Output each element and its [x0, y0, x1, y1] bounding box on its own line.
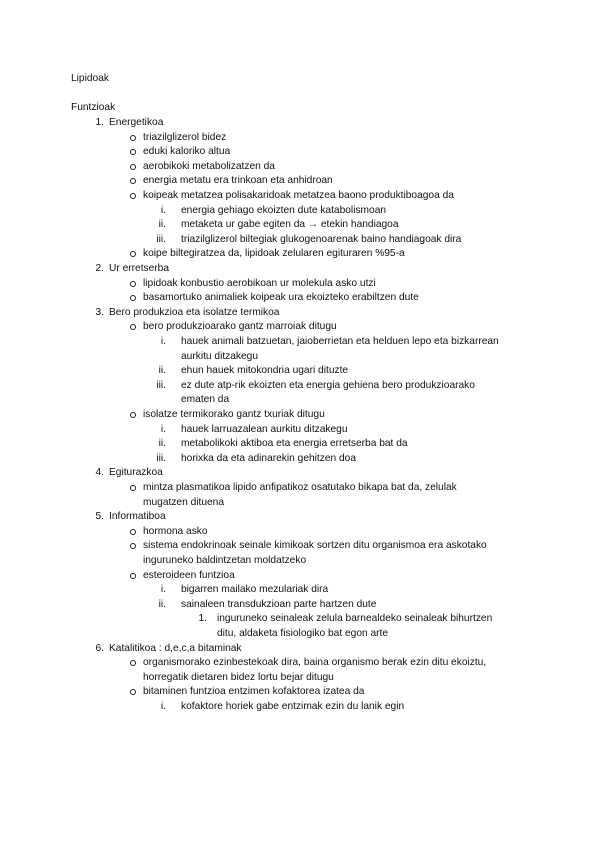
sub-item: horixka da eta adinarekin gehitzen doa: [181, 452, 357, 464]
bullet-circle-icon: [130, 193, 136, 199]
sub-item: ematen da: [181, 394, 230, 406]
bullet-item: bero produkzioarako gantz marroiak ditugu: [143, 321, 337, 333]
bullet-circle-icon: [130, 164, 136, 170]
bullet-item: mintza plasmatikoa lipido anfipatikoz osatutako bikapa bat da, zelulak: [143, 482, 457, 493]
list-number: 2.: [95, 263, 104, 274]
document-title: Lipidoak: [71, 73, 109, 84]
list-item: Energetikoa: [109, 117, 164, 128]
bullet-circle-icon: [130, 543, 136, 549]
bullet-circle-icon: [130, 281, 136, 287]
roman-marker: ii.: [158, 365, 166, 377]
sub-item: metaketa ur gabe egiten da → etekin handiagoa: [181, 219, 399, 231]
list-number: 1.: [95, 117, 104, 128]
bullet-item: aerobikoki metabolizatzen da: [143, 160, 275, 172]
sub-item: sainaleen transdukzioan parte hartzen dute: [181, 598, 377, 610]
sub-item: metabolikoki aktiboa eta energia erretserba bat da: [181, 438, 408, 450]
bullet-item: hormona asko: [143, 525, 208, 537]
bullet-circle-icon: [130, 412, 136, 418]
sub-item: hauek animali batzuetan, jaioberrietan eta helduen lepo eta bizkarrean: [181, 336, 499, 347]
sub-item: aurkitu ditzakegu: [181, 350, 259, 362]
bullet-item: mugatzen dituena: [143, 496, 224, 508]
sub-item: triazilglizerol biltegiak glukogenoarenak baino handiagoak dira: [181, 233, 462, 245]
sub-item: hauek larruazalean aurkitu ditzakegu: [181, 423, 348, 435]
bullet-item: bitaminen funtzioa entzimen kofaktorea izatea da: [143, 686, 365, 698]
bullet-circle-icon: [130, 485, 136, 491]
list-item: Katalitikoa : d,e,c,a bitaminak: [109, 642, 242, 654]
bullet-item: energia metatu era trinkoan eta anhidroan: [143, 175, 333, 187]
roman-marker: ii.: [158, 438, 166, 450]
bullet-circle-icon: [130, 660, 136, 666]
bullet-item: isolatze termikorako gantz txuriak ditugu: [143, 409, 325, 420]
bullet-circle-icon: [130, 324, 136, 330]
bullet-circle-icon: [130, 689, 136, 695]
bullet-circle-icon: [130, 295, 136, 301]
sub-item: ez dute atp-rik ekoizten eta energia gehiena bero produkzioarako: [181, 379, 475, 391]
sub-sub-item: ditu, aldaketa fisiologiko bat egon arte: [217, 628, 389, 639]
bullet-circle-icon: [130, 135, 136, 141]
roman-marker: ii.: [158, 219, 166, 231]
roman-marker: i.: [160, 336, 166, 347]
bullet-circle-icon: [130, 529, 136, 535]
sub-item: energia gehiago ekoizten dute katabolismoan: [181, 204, 387, 216]
sub-item: kofaktore horiek gabe entzimak ezin du lanik egin: [181, 701, 405, 712]
sub-sub-item: inguruneko seinaleak zelula barnealdeko seinaleak bihurtzen: [217, 613, 493, 625]
roman-marker: i.: [160, 584, 166, 596]
roman-marker: i.: [160, 423, 166, 435]
list-number: 4.: [95, 467, 104, 479]
bullet-item: eduki kaloriko altua: [143, 146, 231, 158]
roman-marker: iii.: [156, 233, 166, 245]
list-item: Egiturazkoa: [109, 467, 163, 479]
sub-item: bigarren mailako mezulariak dira: [181, 584, 329, 596]
list-item: Informatiboa: [109, 511, 166, 523]
list-number: 3.: [95, 306, 104, 318]
list-item: Bero produkzioa eta isolatze termikoa: [109, 306, 280, 318]
list-number: 5.: [95, 511, 104, 523]
bullet-item: triazilglizerol bidez: [143, 131, 227, 143]
roman-marker: iii.: [156, 452, 166, 464]
bullet-circle-icon: [130, 149, 136, 155]
roman-marker: ii.: [158, 598, 166, 610]
bullet-item: koipeak metatzea polisakaridoak metatzea baono produktiboagoa da: [143, 190, 454, 201]
bullet-item: horregatik dietaren bidez lortu bejar ditugu: [143, 671, 334, 683]
list-number: 6.: [95, 642, 104, 654]
section-heading: Funtzioak: [71, 102, 116, 113]
sub-item: ehun hauek mitokondria ugari dituzte: [181, 365, 349, 377]
bullet-item: basamortuko animaliek koipeak ura ekoizteko erabiltzen dute: [143, 292, 419, 304]
roman-marker: i.: [160, 204, 166, 216]
bullet-item: organismorako ezinbestekoak dira, baina organismo berak ezin ditu ekoiztu,: [143, 657, 487, 669]
bullet-circle-icon: [130, 573, 136, 579]
bullet-item: esteroideen funtzioa: [143, 569, 235, 581]
bullet-item: koipe biltegiratzea da, lipidoak zelularen egituraren %95-a: [143, 248, 405, 260]
bullet-circle-icon: [130, 178, 136, 184]
roman-marker: i.: [160, 701, 166, 712]
sub-number: 1.: [198, 613, 207, 625]
roman-marker: iii.: [156, 379, 166, 391]
bullet-item: sistema endokrinoak seinale kimikoak sortzen ditu organismoa era askotako: [143, 540, 487, 552]
bullet-item: lipidoak konbustio aerobikoan ur molekula asko utzi: [143, 277, 376, 289]
bullet-item: inguruneko baldintzetan moldatzeko: [143, 555, 307, 566]
bullet-circle-icon: [130, 251, 136, 257]
list-item: Ur erretserba: [109, 263, 170, 274]
